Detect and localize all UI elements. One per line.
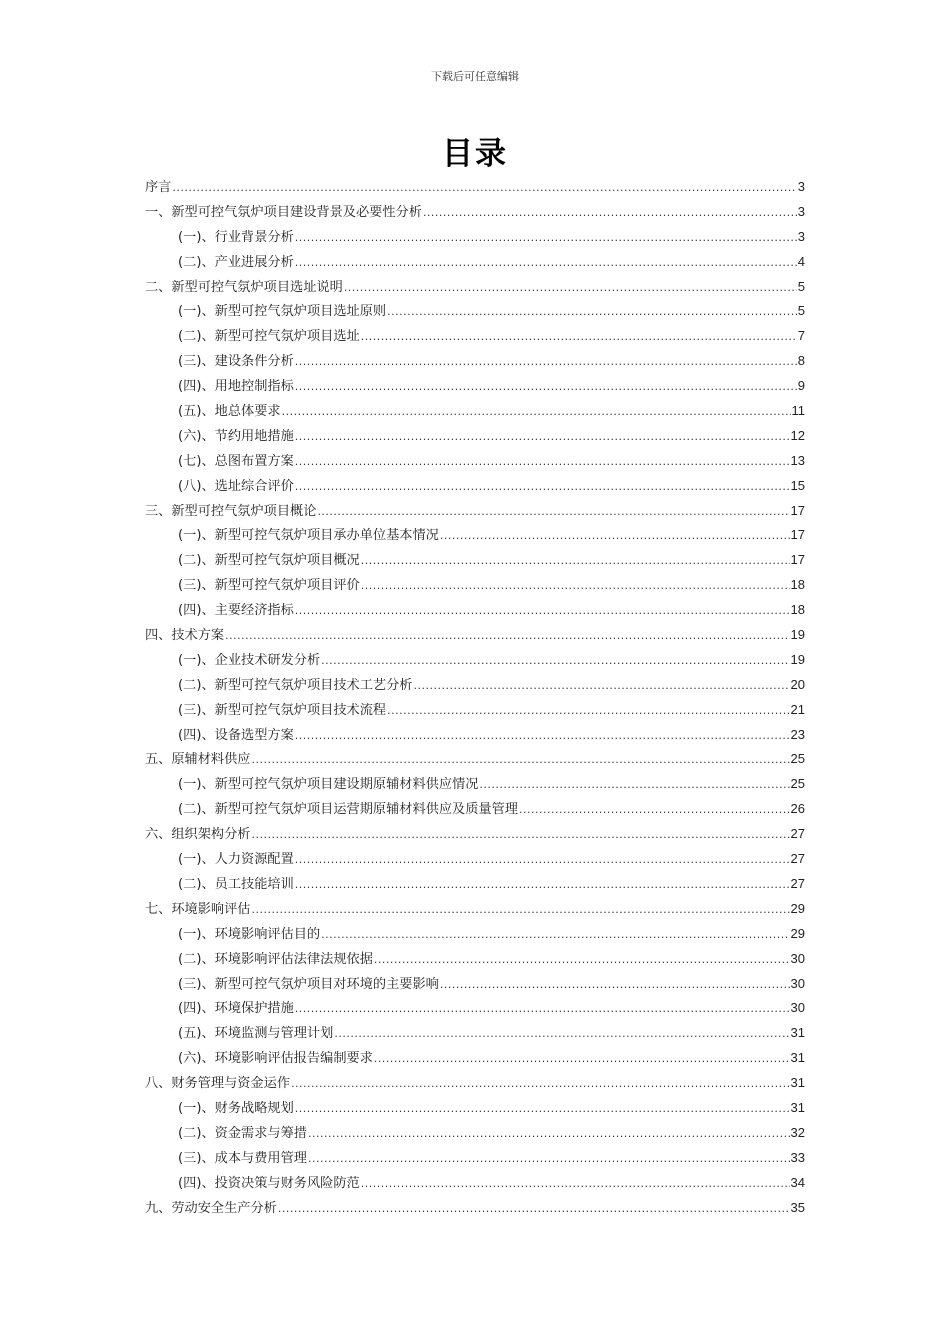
- toc-leader-dots: [361, 574, 790, 599]
- toc-entry[interactable]: [145, 573, 805, 598]
- toc-entry-page-number: 26: [790, 801, 805, 817]
- toc-entry[interactable]: [145, 374, 805, 399]
- toc-entry-page-number: 23: [790, 726, 805, 742]
- toc-leader-dots: [295, 450, 790, 475]
- toc-entry-page-number: 27: [790, 826, 805, 842]
- toc-leader-dots: [291, 1072, 789, 1097]
- toc-entry-label: (一)、新型可控气氛炉项目建设期原辅材料供应情况: [178, 777, 479, 793]
- toc-leader-dots: [321, 923, 789, 948]
- toc-entry[interactable]: [145, 648, 805, 673]
- toc-leader-dots: [308, 1147, 790, 1172]
- toc-entry-page-number: 34: [790, 1174, 805, 1190]
- toc-entry-label: (三)、新型可控气氛炉项目技术流程: [178, 702, 387, 718]
- toc-entry[interactable]: [145, 225, 805, 250]
- toc-entry-page-number: 5: [797, 303, 805, 319]
- toc-entry[interactable]: [145, 723, 805, 748]
- toc-entry-label: (二)、环境影响评估法律法规依据: [178, 951, 373, 967]
- toc-entry[interactable]: [145, 275, 805, 300]
- toc-entry-page-number: 9: [797, 378, 805, 394]
- toc-entry-label: (一)、行业背景分析: [178, 229, 294, 245]
- toc-leader-dots: [295, 848, 790, 873]
- toc-leader-dots: [295, 425, 790, 450]
- toc-leader-dots: [172, 176, 796, 201]
- toc-leader-dots: [225, 624, 789, 649]
- toc-entry-page-number: 8: [797, 353, 805, 369]
- toc-entry-page-number: 35: [790, 1199, 805, 1215]
- header-note: 下载后可任意编辑: [431, 70, 519, 83]
- toc-entry[interactable]: [145, 1171, 805, 1196]
- toc-leader-dots: [295, 475, 790, 500]
- toc-entry[interactable]: [145, 424, 805, 449]
- toc-entry-label: 八、财务管理与资金运作: [145, 1076, 291, 1092]
- toc-entry-label: 二、新型可控气氛炉项目选址说明: [145, 279, 343, 295]
- toc-entry-label: (二)、新型可控气氛炉项目运营期原辅材料供应及质量管理: [178, 802, 518, 818]
- toc-leader-dots: [295, 375, 797, 400]
- toc-entry[interactable]: [145, 399, 805, 424]
- toc-entry-page-number: 3: [797, 179, 805, 194]
- toc-entry-label: (六)、节约用地措施: [178, 428, 294, 444]
- toc-leader-dots: [308, 1122, 790, 1147]
- toc-entry-label: (八)、选址综合评价: [178, 478, 294, 494]
- toc-entry-page-number: 31: [790, 1050, 805, 1066]
- toc-entry-page-number: 27: [790, 875, 805, 891]
- toc-leader-dots: [519, 798, 790, 823]
- toc-entry-page-number: 30: [790, 975, 805, 991]
- toc-entry[interactable]: [145, 673, 805, 698]
- toc-entry[interactable]: [145, 598, 805, 623]
- toc-entry-label: (一)、企业技术研发分析: [178, 652, 321, 668]
- toc-entry-label: (一)、新型可控气氛炉项目承办单位基本情况: [178, 528, 439, 544]
- toc-leader-dots: [295, 873, 790, 898]
- toc-leader-dots: [387, 300, 797, 325]
- toc-leader-dots: [282, 400, 791, 425]
- toc-leader-dots: [295, 350, 797, 375]
- toc-entry-label: 九、劳动安全生产分析: [145, 1200, 277, 1216]
- toc-entry-page-number: 18: [790, 577, 805, 593]
- toc-entry-page-number: 30: [790, 950, 805, 966]
- toc-entry[interactable]: [145, 822, 805, 847]
- toc-entry-label: (三)、新型可控气氛炉项目对环境的主要影响: [178, 976, 439, 992]
- toc-entry-label: (三)、新型可控气氛炉项目评价: [178, 578, 360, 594]
- toc-leader-dots: [295, 1097, 790, 1122]
- toc-leader-dots: [344, 276, 797, 301]
- toc-entry-page-number: 29: [790, 925, 805, 941]
- toc-entry-page-number: 11: [791, 403, 805, 419]
- toc-entry[interactable]: [145, 548, 805, 573]
- toc-entry-label: 序言: [145, 180, 172, 195]
- toc-entry-page-number: 25: [790, 776, 805, 792]
- toc-entry-label: (六)、环境影响评估报告编制要求: [178, 1051, 373, 1067]
- toc-entry-page-number: 12: [790, 427, 805, 443]
- toc-entry-label: 七、环境影响评估: [145, 901, 251, 917]
- toc-entry-page-number: 5: [797, 278, 805, 294]
- toc-leader-dots: [252, 748, 790, 773]
- toc-entry-page-number: 31: [790, 1099, 805, 1115]
- toc-leader-dots: [252, 898, 790, 923]
- toc-entry-label: (二)、产业进展分析: [178, 254, 294, 270]
- toc-entry[interactable]: [145, 623, 805, 648]
- toc-entry-page-number: 17: [790, 552, 805, 568]
- toc-entry[interactable]: [145, 772, 805, 797]
- toc-entry[interactable]: [145, 747, 805, 772]
- toc-entry[interactable]: [145, 872, 805, 897]
- toc-entry[interactable]: [145, 698, 805, 723]
- toc-leader-dots: [295, 251, 797, 276]
- toc-entry[interactable]: [145, 1046, 805, 1071]
- toc-entry[interactable]: [145, 1021, 805, 1046]
- toc-entry-page-number: 32: [790, 1124, 805, 1140]
- toc-entry-page-number: 19: [790, 651, 805, 667]
- toc-leader-dots: [387, 699, 789, 724]
- toc-entry-page-number: 31: [790, 1025, 805, 1041]
- toc-leader-dots: [321, 649, 789, 674]
- page-title: 目录: [442, 136, 508, 172]
- toc-leader-dots: [334, 1022, 789, 1047]
- toc-entry[interactable]: [145, 1196, 805, 1221]
- toc-entry-page-number: 29: [790, 900, 805, 916]
- toc-entry[interactable]: [145, 1071, 805, 1096]
- toc-entry-page-number: 15: [790, 477, 805, 493]
- toc-entry[interactable]: [145, 1096, 805, 1121]
- toc-entry-page-number: 7: [797, 328, 805, 344]
- toc-entry-label: (四)、用地控制指标: [178, 379, 294, 395]
- toc-entry-label: (一)、人力资源配置: [178, 852, 294, 868]
- toc-entry-label: (七)、总图布置方案: [178, 453, 294, 469]
- toc-entry[interactable]: [145, 972, 805, 997]
- toc-entry[interactable]: [145, 847, 805, 872]
- toc-entry-label: (二)、资金需求与筹措: [178, 1125, 307, 1141]
- toc-entry[interactable]: [145, 499, 805, 524]
- toc-entry-label: (二)、新型可控气氛炉项目概况: [178, 553, 360, 569]
- toc-leader-dots: [295, 997, 790, 1022]
- toc-entry-label: (二)、员工技能培训: [178, 876, 294, 892]
- toc-leader-dots: [440, 524, 790, 549]
- toc-entry-page-number: 27: [790, 851, 805, 867]
- toc-entry[interactable]: [145, 922, 805, 947]
- toc-entry[interactable]: [145, 299, 805, 324]
- toc-entry-label: (四)、设备选型方案: [178, 727, 294, 743]
- toc-entry-page-number: 3: [797, 203, 805, 219]
- toc-leader-dots: [423, 201, 797, 226]
- toc-entry-page-number: 19: [790, 627, 805, 643]
- toc-entry-page-number: 25: [790, 751, 805, 767]
- toc-entry[interactable]: [145, 474, 805, 499]
- toc-entry[interactable]: [145, 523, 805, 548]
- toc-entry-page-number: 31: [790, 1075, 805, 1091]
- toc-entry-label: (四)、环境保护措施: [178, 1001, 294, 1017]
- toc-entry-label: 四、技术方案: [145, 628, 225, 644]
- toc-entry-label: 一、新型可控气氛炉项目建设背景及必要性分析: [145, 204, 422, 220]
- toc-leader-dots: [374, 1047, 790, 1072]
- toc-leader-dots: [374, 948, 790, 973]
- toc-entry[interactable]: [145, 449, 805, 474]
- toc-entry-page-number: 20: [790, 676, 805, 692]
- table-of-contents: [145, 175, 805, 1220]
- toc-entry-label: (五)、环境监测与管理计划: [178, 1026, 334, 1042]
- toc-leader-dots: [361, 325, 797, 350]
- toc-entry-page-number: 18: [790, 602, 805, 618]
- toc-entry[interactable]: [145, 349, 805, 374]
- toc-entry[interactable]: [145, 996, 805, 1021]
- toc-entry[interactable]: [145, 175, 805, 200]
- toc-leader-dots: [252, 823, 790, 848]
- toc-leader-dots: [361, 1172, 790, 1197]
- toc-entry-page-number: 3: [797, 228, 805, 244]
- toc-entry-page-number: 33: [790, 1149, 805, 1165]
- toc-entry-label: 三、新型可控气氛炉项目概论: [145, 503, 317, 519]
- toc-entry[interactable]: [145, 797, 805, 822]
- toc-entry-label: (二)、新型可控气氛炉项目选址: [178, 329, 360, 345]
- toc-entry-page-number: 13: [790, 452, 805, 468]
- toc-leader-dots: [278, 1197, 790, 1222]
- toc-leader-dots: [317, 500, 789, 525]
- toc-entry-page-number: 17: [790, 527, 805, 543]
- toc-entry-page-number: 30: [790, 1000, 805, 1016]
- toc-entry-label: (一)、新型可控气氛炉项目选址原则: [178, 304, 387, 320]
- toc-leader-dots: [295, 599, 790, 624]
- toc-leader-dots: [295, 226, 797, 251]
- toc-entry[interactable]: [145, 897, 805, 922]
- toc-leader-dots: [440, 973, 790, 998]
- toc-entry-label: (一)、环境影响评估目的: [178, 926, 321, 942]
- toc-entry[interactable]: [145, 324, 805, 349]
- toc-entry-page-number: 21: [790, 701, 805, 717]
- toc-entry-label: (四)、投资决策与财务风险防范: [178, 1175, 360, 1191]
- toc-entry-label: 六、组织架构分析: [145, 827, 251, 843]
- toc-leader-dots: [361, 549, 790, 574]
- toc-entry[interactable]: [145, 200, 805, 225]
- toc-leader-dots: [479, 773, 789, 798]
- toc-entry-page-number: 4: [797, 253, 805, 269]
- toc-entry-label: (三)、建设条件分析: [178, 354, 294, 370]
- toc-entry-label: (三)、成本与费用管理: [178, 1150, 307, 1166]
- toc-leader-dots: [413, 674, 789, 699]
- toc-entry[interactable]: [145, 947, 805, 972]
- toc-entry-label: (一)、财务战略规划: [178, 1100, 294, 1116]
- toc-entry-label: (二)、新型可控气氛炉项目技术工艺分析: [178, 677, 413, 693]
- toc-entry-label: (五)、地总体要求: [178, 404, 281, 420]
- toc-entry-page-number: 17: [790, 502, 805, 518]
- toc-entry[interactable]: [145, 1146, 805, 1171]
- toc-entry-label: (四)、主要经济指标: [178, 603, 294, 619]
- toc-entry[interactable]: [145, 250, 805, 275]
- toc-entry-label: 五、原辅材料供应: [145, 752, 251, 768]
- toc-entry[interactable]: [145, 1121, 805, 1146]
- toc-leader-dots: [295, 724, 790, 749]
